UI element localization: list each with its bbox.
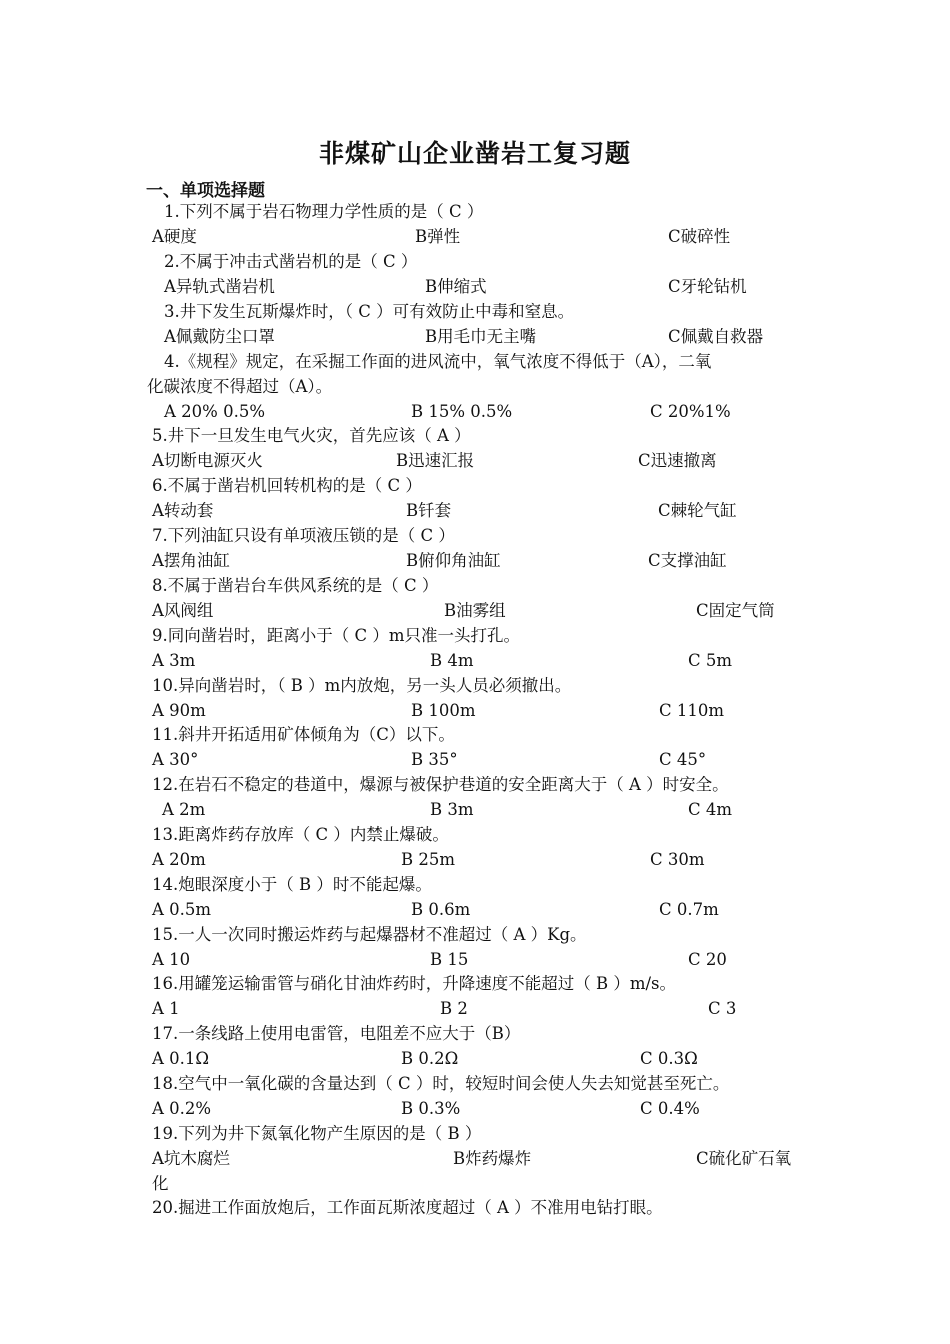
question-text: 18.空气中一氧化碳的含量达到（ C ）时，较短时间会使人失去知觉甚至死亡。 [152,1074,730,1093]
option-c: C 20 [688,950,727,969]
option-b: B 0.3% [401,1099,461,1118]
option-b: B俯仰角油缸 [406,551,501,570]
option-a: A 0.1Ω [152,1049,210,1068]
option-a: A硬度 [152,227,197,246]
option-a: A 10 [152,950,191,969]
option-c-continued: 化 [152,1174,169,1193]
option-c: C硫化矿石氧 [696,1149,792,1168]
option-a: A转动套 [152,501,214,520]
question-text: 15.一人一次同时搬运炸药与起爆器材不准超过（ A ）Kg。 [152,925,587,944]
question-text: 17.一条线路上使用电雷管，电阻差不应大于（B） [152,1024,521,1043]
option-b: B油雾组 [444,601,506,620]
section-heading: 一、单项选择题 [146,181,265,201]
question-text: 3.井下发生瓦斯爆炸时，（ C ）可有效防止中毒和窒息。 [164,302,575,321]
question-text-continued: 化碳浓度不得超过（A）。 [147,377,333,396]
option-c: C 3 [708,999,737,1018]
option-a: A 20% 0.5% [164,402,265,421]
option-c: C 20%1% [650,402,731,421]
option-b: B 3m [430,800,474,819]
option-a: A坑木腐烂 [152,1149,230,1168]
option-c: C 45° [659,750,707,769]
option-a: A风阀组 [152,601,214,620]
question-text: 9.同向凿岩时，距离小于（ C ）m只准一头打孔。 [152,626,521,645]
option-a: A 30° [152,750,199,769]
option-b: B 15% 0.5% [411,402,513,421]
option-a: A 20m [152,850,206,869]
question-text: 16.用罐笼运输雷管与硝化甘油炸药时，升降速度不能超过（ B ）m/s。 [152,974,677,993]
option-c: C 5m [688,651,733,670]
question-text: 6.不属于凿岩机回转机构的是（ C ） [152,476,422,495]
question-text: 4.《规程》规定，在采掘工作面的进风流中，氧气浓度不得低于（A），二氧 [164,352,712,371]
option-a: A 3m [152,651,196,670]
option-b: B用毛巾无主嘴 [425,327,537,346]
option-c: C棘轮气缸 [658,501,737,520]
question-text: 20.掘进工作面放炮后，工作面瓦斯浓度超过（ A ）不准用电钻打眼。 [152,1198,663,1217]
option-a: A 1 [152,999,180,1018]
option-c: C 4m [688,800,733,819]
option-c: C固定气筒 [696,601,775,620]
page-title: 非煤矿山企业凿岩工复习题 [318,139,631,168]
option-b: B炸药爆炸 [453,1149,532,1168]
option-a: A摆角油缸 [152,551,230,570]
option-c: C 0.3Ω [640,1049,698,1068]
option-a: A 2m [162,800,206,819]
option-b: B 15 [430,950,469,969]
option-c: C牙轮钻机 [668,277,747,296]
question-text: 11.斜井开拓适用矿体倾角为（C）以下。 [152,725,455,744]
option-b: B 25m [401,850,456,869]
option-b: B 2 [440,999,468,1018]
option-a: A 0.5m [152,900,212,919]
option-b: B伸缩式 [425,277,487,296]
option-b: B 100m [411,701,476,720]
question-text: 2.不属于冲击式凿岩机的是（ C ） [164,252,418,271]
option-a: A切断电源灭火 [152,451,263,470]
option-c: C支撑油缸 [648,551,727,570]
question-text: 1.下列不属于岩石物理力学性质的是（ C ） [164,202,484,221]
question-text: 13.距离炸药存放库（ C ）内禁止爆破。 [152,825,449,844]
option-a: A 90m [152,701,206,720]
option-c: C 110m [659,701,725,720]
question-text: 12.在岩石不稳定的巷道中，爆源与被保护巷道的安全距离大于（ A ）时安全。 [152,775,729,794]
option-b: B弹性 [415,227,461,246]
option-c: C迅速撤离 [638,451,717,470]
option-a: A异轨式凿岩机 [164,277,275,296]
question-text: 14.炮眼深度小于（ B ）时不能起爆。 [152,875,432,894]
option-a: A佩戴防尘口罩 [164,327,275,346]
question-text: 19.下列为井下氮氧化物产生原因的是（ B ） [152,1124,482,1143]
option-b: B 0.6m [411,900,471,919]
option-c: C 30m [650,850,705,869]
option-c: C佩戴自救器 [668,327,764,346]
option-b: B迅速汇报 [396,451,475,470]
question-text: 7.下列油缸只设有单项液压锁的是（ C ） [152,526,455,545]
option-b: B 4m [430,651,474,670]
option-b: B 35° [411,750,458,769]
option-b: B 0.2Ω [401,1049,459,1068]
option-c: C 0.4% [640,1099,700,1118]
question-text: 5.井下一旦发生电气火灾，首先应该（ A ） [152,426,471,445]
option-c: C破碎性 [668,227,731,246]
option-b: B钎套 [406,501,452,520]
question-text: 10.异向凿岩时，（ B ）m内放炮，另一头人员必须撤出。 [152,676,572,695]
question-text: 8.不属于凿岩台车供风系统的是（ C ） [152,576,439,595]
option-a: A 0.2% [152,1099,212,1118]
option-c: C 0.7m [659,900,719,919]
